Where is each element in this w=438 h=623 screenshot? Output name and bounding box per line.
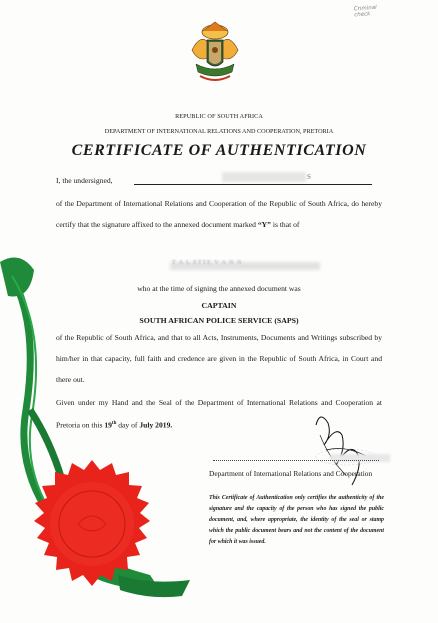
day-suffix: th [111, 421, 117, 426]
document-mark: “Y” [257, 220, 271, 229]
paragraph1-text: of the Department of International Relations and Cooperation of the Republic of South Africa, do hereby certify that the signature affixed to the annexed document marked [56, 199, 382, 229]
paragraph1-tail: is that of [270, 220, 300, 229]
redacted-name-tail: S [307, 173, 311, 181]
redacted-name [222, 172, 306, 182]
handwritten-note: Criminal check [353, 4, 377, 19]
rank-title: CAPTAIN [201, 301, 237, 310]
certification-paragraph [56, 193, 382, 235]
month-year: July 2019. [139, 420, 173, 430]
department-signature-caption: Department of International Relations and Cooperation [209, 469, 373, 478]
paragraph3-text: Given under my Hand and the Seal of the Department of International Relations and Cooperation at Pretoria on this [56, 398, 382, 430]
credence-paragraph: of the Republic of South Africa, and that to all Acts, Instruments, Documents and Writings subscribed by him/her in that capacity, full faith and credence are given in the Republic of South Africa, in Court and there out. [56, 333, 382, 384]
certificate-title: CERTIFICATE OF AUTHENTICATION [71, 142, 367, 159]
service-name: SOUTH AFRICAN POLICE SERVICE (SAPS) [139, 316, 299, 325]
disclaimer-text: This Certificate of Authentication only certifies the authenticity of the signature and the capacity of the person who has signed the public document, and, where appropriate, the identity of the seal or stamp which the public document bears and not the content of the document for which it was issued. [209, 495, 384, 545]
red-wax-seal-icon [20, 458, 165, 598]
day-number: 19 [104, 420, 112, 430]
undersigned-label: I, the undersigned, [56, 176, 113, 185]
coat-of-arms-icon [186, 18, 244, 88]
signature-line [213, 460, 379, 461]
country-heading: REPUBLIC OF SOUTH AFRICA [175, 113, 263, 120]
name-underline [134, 184, 372, 185]
redacted-person-text: T A L ETTE V A N N [172, 260, 243, 266]
who-line: who at the time of signing the annexed document was [137, 284, 301, 293]
department-heading: DEPARTMENT OF INTERNATIONAL RELATIONS AND COOPERATION, PRETORIA [104, 128, 334, 135]
paragraph3-mid: day of [116, 420, 140, 430]
